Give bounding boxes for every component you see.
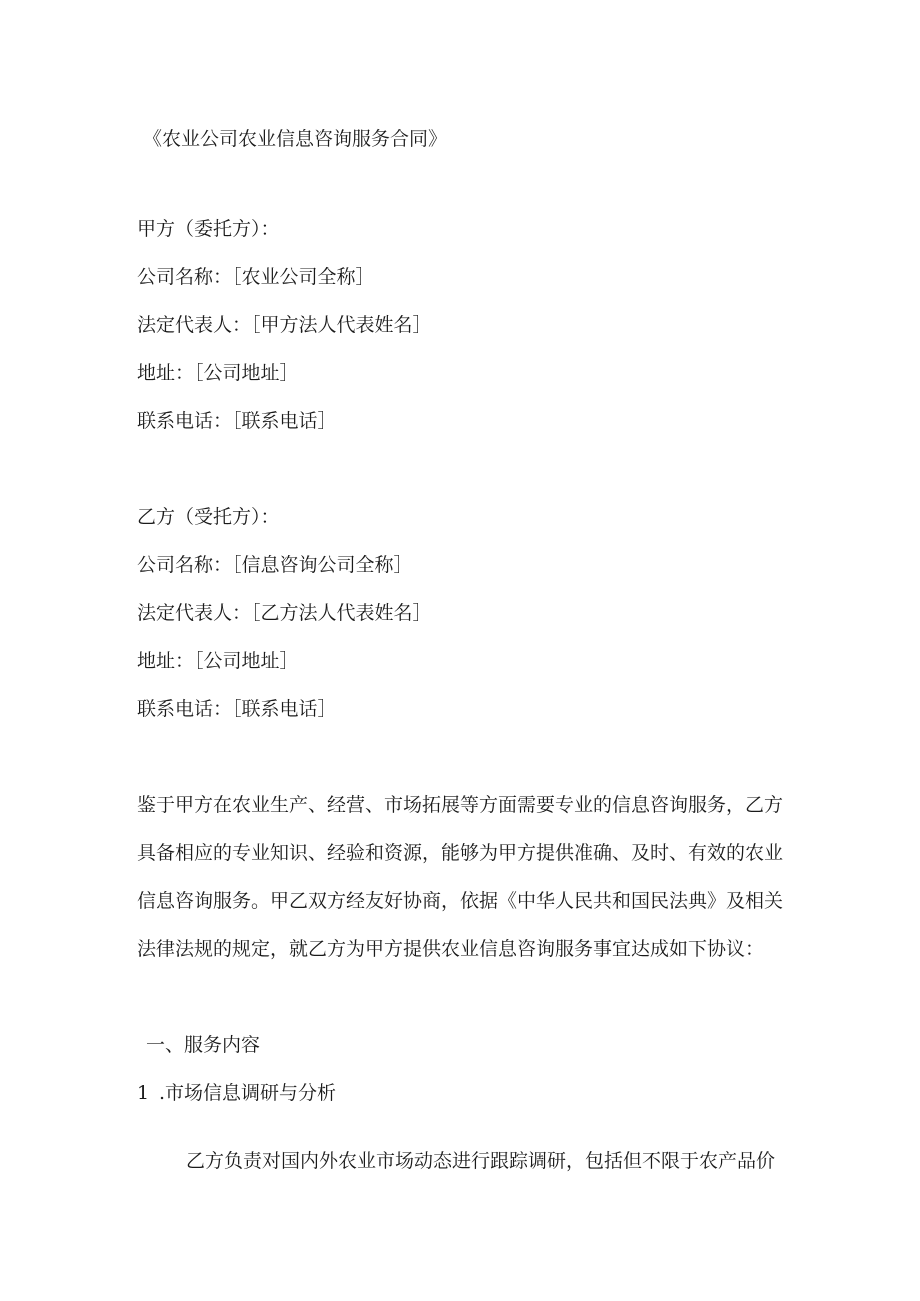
subsection-paragraph: 乙方负责对国内外农业市场动态进行跟踪调研，包括但不限于农产品价 (186, 1150, 776, 1172)
party-b-phone: 联系电话：［联系电话］ (137, 698, 337, 720)
preamble-line: 具备相应的专业知识、经验和资源，能够为甲方提供准确、及时、有效的农业 (137, 842, 784, 864)
section-heading: 一、服务内容 (146, 1034, 261, 1056)
preamble-line: 信息咨询服务。甲乙双方经友好协商，依据《中华人民共和国民法典》及相关 (137, 890, 784, 912)
party-a-phone: 联系电话：［联系电话］ (137, 410, 337, 432)
party-a-representative: 法定代表人：［甲方法人代表姓名］ (137, 314, 432, 336)
party-b-heading: 乙方（受托方）： (137, 506, 280, 528)
party-a-heading: 甲方（委托方）： (137, 218, 280, 240)
party-a-company: 公司名称：［农业公司全称］ (137, 266, 375, 288)
preamble-line: 法律法规的规定，就乙方为甲方提供农业信息咨询服务事宜达成如下协议： (137, 938, 765, 960)
subsection-heading (137, 1081, 336, 1105)
party-b-address: 地址：［公司地址］ (137, 650, 299, 672)
document-title: 《农业公司农业信息咨询服务合同》 (143, 128, 448, 150)
preamble-line: 鉴于甲方在农业生产、经营、市场拓展等方面需要专业的信息咨询服务，乙方 (137, 794, 784, 816)
subsection-number: 1 (137, 1082, 150, 1104)
party-b-company: 公司名称：［信息咨询公司全称］ (137, 554, 413, 576)
party-a-address: 地址：［公司地址］ (137, 362, 299, 384)
subsection-title: .市场信息调研与分析 (159, 1082, 337, 1104)
party-b-representative: 法定代表人：［乙方法人代表姓名］ (137, 602, 432, 624)
